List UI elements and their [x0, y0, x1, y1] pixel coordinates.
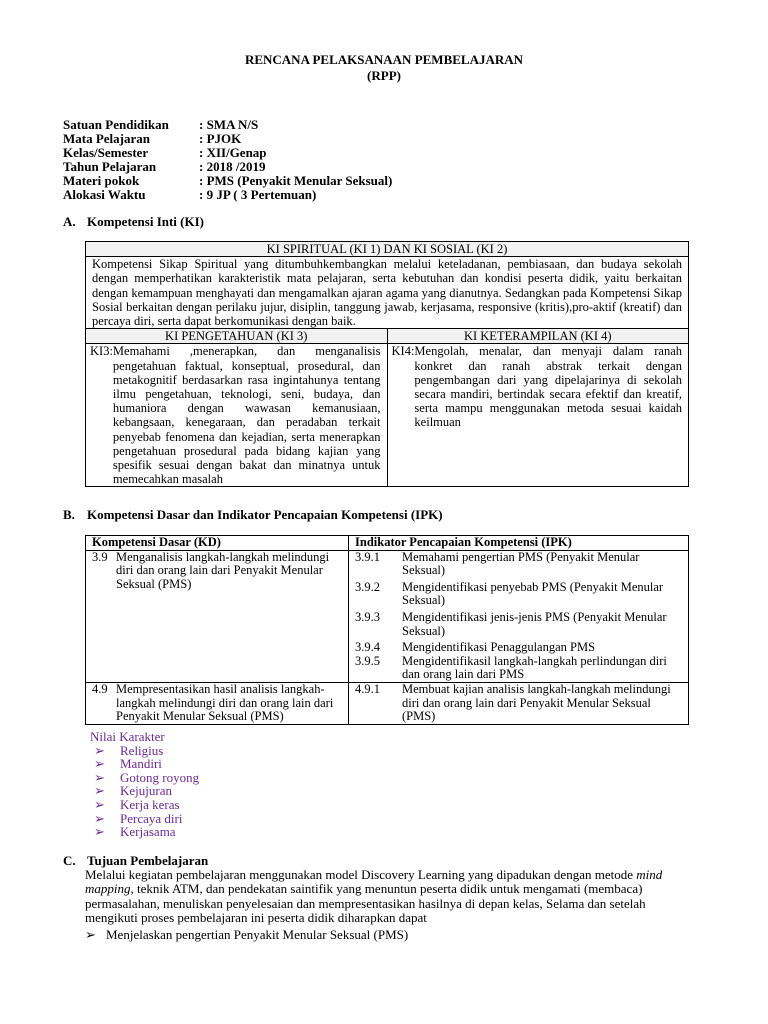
section-title: Kompetensi Inti (KI) — [87, 214, 204, 229]
list-item — [90, 771, 199, 785]
tujuan-pembelajaran — [85, 868, 685, 942]
identity-label: Materi pokok — [63, 173, 140, 188]
ki-table — [85, 241, 689, 487]
ki3-code: KI3: — [90, 344, 113, 359]
ipk-number: 4.9.1 — [355, 681, 380, 696]
section-letter: B. — [63, 507, 75, 522]
identity-label: Mata Pelajaran — [63, 131, 151, 146]
kd-number: 3.9 — [92, 549, 108, 564]
identity-value: : PMS (Penyakit Menular Seksual) — [199, 173, 393, 188]
arrow-bullet-icon: ➢ — [85, 926, 96, 942]
ki3-header: KI PENGETAHUAN (KI 3) — [86, 329, 388, 344]
section-title: Kompetensi Dasar dan Indikator Pencapaian Kompetensi (IPK) — [87, 507, 443, 522]
identity-value: : PJOK — [199, 131, 242, 146]
nilai-karakter-item: Percaya diri — [120, 810, 183, 826]
identity-value: : 9 JP ( 3 Pertemuan) — [199, 187, 317, 202]
ipk-item — [355, 581, 682, 608]
kd-cell — [86, 550, 349, 682]
kd-text: Mempresentasikan hasil analisis langkah-langkah melindungi diri dan orang lain dari Penyakit Menular Seksual (PMS) — [116, 681, 334, 724]
ipk-cell — [349, 682, 689, 724]
ipk-item — [355, 551, 682, 578]
ipk-item — [355, 641, 682, 655]
document-subtitle: (RPP) — [367, 68, 401, 83]
ipk-text: Mengidentifikasil langkah-langkah perlindungan diri dan orang lain dari PMS — [402, 653, 667, 682]
arrow-bullet-icon: ➢ — [94, 742, 105, 758]
list-item — [90, 825, 199, 839]
section-letter: A. — [63, 214, 76, 229]
arrow-bullet-icon: ➢ — [94, 810, 105, 826]
section-title: Tujuan Pembelajaran — [87, 853, 209, 868]
ki4-header: KI KETERAMPILAN (KI 4) — [387, 329, 689, 344]
identity-row — [63, 132, 241, 146]
identity-label: Satuan Pendidikan — [63, 117, 169, 132]
nilai-karakter-item: Kerjasama — [120, 824, 176, 840]
nilai-karakter-item: Kejujuran — [120, 783, 172, 799]
ipk-text: Mengidentifikasi Penaggulangan PMS — [402, 640, 596, 655]
ipk-number: 3.9.1 — [355, 549, 380, 564]
list-item — [90, 812, 199, 826]
tujuan-paragraph — [85, 868, 685, 926]
list-item — [85, 928, 685, 942]
identity-row — [63, 188, 316, 202]
list-item — [90, 744, 199, 758]
nilai-karakter-item: Kerja keras — [120, 796, 180, 812]
kd-number: 4.9 — [92, 681, 108, 696]
kd-cell — [86, 682, 349, 724]
ipk-text: Membuat kajian analisis langkah-langkah melindungi diri dan orang lain dari Penyakit Menular Seksual (PMS) — [402, 681, 671, 724]
ipk-item — [355, 683, 682, 724]
ki4-code: KI4: — [391, 344, 415, 359]
nilai-karakter — [90, 730, 199, 839]
ipk-number: 3.9.2 — [355, 579, 380, 594]
section-b-heading — [63, 508, 443, 522]
arrow-bullet-icon: ➢ — [94, 769, 105, 785]
tujuan-item: Menjelaskan pengertian Penyakit Menular Seksual (PMS) — [106, 926, 409, 942]
arrow-bullet-icon: ➢ — [94, 783, 105, 799]
nilai-karakter-list — [90, 744, 199, 839]
ipk-text: Mengidentifikasi penyebab PMS (Penyakit Menular Seksual) — [402, 579, 664, 608]
ki3-cell — [86, 344, 388, 487]
ki4-cell — [387, 344, 689, 487]
section-letter: C. — [63, 853, 76, 868]
ipk-number: 3.9.3 — [355, 609, 380, 624]
list-item — [90, 784, 199, 798]
ki4-text: Mengolah, menalar, dan menyaji dalam ranah konkret dan ranah abstrak terkait dengan pengembangan dari yang dipelajarinya di sekolah secara mandiri, bertindak secara efektif dan kreatif, serta mampu menggunakan metoda sesuai kaidah keilmuan — [414, 344, 682, 430]
nilai-karakter-item: Religius — [120, 742, 164, 758]
nilai-karakter-item: Gotong royong — [120, 769, 200, 785]
nilai-karakter-title: Nilai Karakter — [90, 729, 165, 744]
list-item — [90, 798, 199, 812]
identity-label: Kelas/Semester — [63, 145, 149, 160]
arrow-bullet-icon: ➢ — [94, 824, 105, 840]
identity-value: : 2018 /2019 — [199, 159, 266, 174]
ipk-cell — [349, 550, 689, 682]
kd-column-header: Kompetensi Dasar (KD) — [86, 536, 349, 551]
ki-spiritual-header: KI SPIRITUAL (KI 1) DAN KI SOSIAL (KI 2) — [86, 242, 689, 257]
ipk-text: Mengidentifikasi jenis-jenis PMS (Penyakit Menular Seksual) — [402, 609, 667, 638]
section-a-heading — [63, 215, 204, 229]
identity-row — [63, 118, 258, 132]
ipk-item — [355, 611, 682, 638]
identity-row — [63, 160, 265, 174]
kd-text: Menganalisis langkah-langkah melindungi diri dan orang lain dari Penyakit Menular Seksual (PMS) — [116, 549, 330, 591]
tujuan-text-1: Melalui kegiatan pembelajaran menggunakan model Discovery Learning yang dipadukan dengan metode — [85, 867, 633, 882]
nilai-karakter-item: Mandiri — [120, 756, 162, 772]
ipk-column-header: Indikator Pencapaian Kompetensi (IPK) — [349, 536, 689, 551]
identity-label: Alokasi Waktu — [63, 187, 146, 202]
arrow-bullet-icon: ➢ — [94, 756, 105, 772]
ipk-item — [355, 655, 682, 682]
ipk-number: 3.9.4 — [355, 640, 380, 655]
identity-row — [63, 174, 392, 188]
tujuan-italic: mind mapping — [85, 867, 663, 897]
arrow-bullet-icon: ➢ — [94, 796, 105, 812]
kd-ipk-table — [85, 535, 689, 725]
document-title: RENCANA PELAKSANAAN PEMBELAJARAN — [244, 52, 524, 67]
identity-row — [63, 146, 267, 160]
identity-value: : SMA N/S — [199, 117, 259, 132]
ki-spiritual-text: Kompetensi Sikap Spiritual yang ditumbuhkembangkan melalui keteladanan, pembiasaan, dan budaya sekolah dengan memperhatikan karakteristik mata pelajaran, serta kebutuhan dan kondisi peserta didik, yaitu berkaitan dengan kemampuan menghayati dan mengamalkan ajaran agama yang dianutnya. Sedangkan pada Kompetensi Sikap Sosial berkaitan dengan perilaku jujur, disiplin, tanggung jawab, kerjasama, responsive (kritis),pro-aktif (kreatif) dan percaya diri, serta dapat berkomunikasi dengan baik. — [86, 257, 689, 329]
ki3-text: Memahami ,menerapkan, dan menganalisis pengetahuan faktual, konseptual, prosedural, dan metakognitif berdasarkan rasa ingintahunya tentang ilmu pengetahuan, teknologi, seni, budaya, dan humaniora dengan wawasan kemanusiaan, kebangsaan, kenegaraan, dan peradaban terkait penyebab fenomena dan kejadian, serta menerapkan pengetahuan prosedural pada bidang kajian yang spesifik sesuai dengan bakat dan minatnya untuk memecahkan masalah — [112, 344, 381, 487]
identity-value: : XII/Genap — [199, 145, 267, 160]
ipk-number: 3.9.5 — [355, 653, 380, 668]
tujuan-text-2: , teknik ATM, dan pendekatan saintifik yang menuntun peserta didik untuk mengamati (membaca) permasalahan, menuliskan penyelesaian dan mempresentasikan hasilnya di depan kelas, Selama dan setelah mengikuti proses pembelajaran ini peserta didik diharapkan dapat — [85, 881, 646, 926]
section-c-heading — [63, 854, 208, 868]
ipk-text: Memahami pengertian PMS (Penyakit Menular Seksual) — [402, 549, 640, 578]
identity-label: Tahun Pelajaran — [63, 159, 157, 174]
list-item — [90, 757, 199, 771]
